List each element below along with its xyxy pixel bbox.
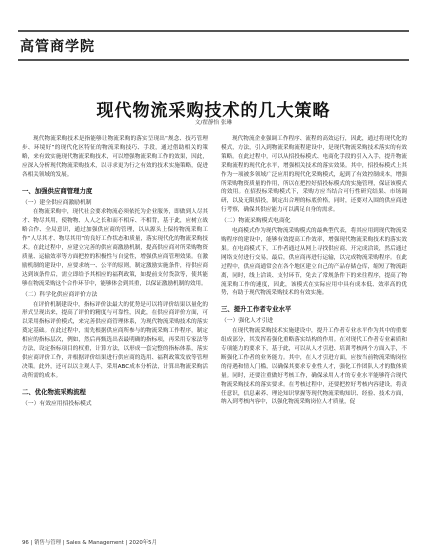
paragraph: 现代物流采购技术是指能够让物流采购的落实呈现出“规念、技巧管理步、环境好”的现代化区特征的物流采购技巧、手段，通过借助相关的策略，来有效实施现代物流采购技术，可以增强物流采购工作的效果，因此，应深入分析现代物流采购技术，以寻求更为行之有效的技术实施策略，促进各相关领域的发展。 xyxy=(22,136,208,178)
section-heading: 三、提升工作者专业水平 xyxy=(221,305,292,314)
subsection-heading: （二）物流采购模式电商化 xyxy=(221,218,291,225)
paragraph: 在评价机制建设中，指标评价法最大的优势是可以将评价结果以量化的形式呈现出来，提高了评价的精度与可靠性，因此，在供应商评价方面，可以采用指标评价模式，来完善供应商管理体系，为现代物流采购技术的落实奠定基础。在此过程中，需先根据供应商所参与的物流采购工作程序，制定相应的指标层次，例如，然后再甄选出表最明确的指标项，再采用专家法等方法，设定指标项目的权重，计算方法，以形成一套完整的指标体系，落实供应商评价工作，并根据评价结果进行供应商的选用、福利政策发放等管理决策。此外，还可以以主观人手，采用ABC成本分析法，计算出物流采购活动所需的成本。 xyxy=(22,301,208,379)
left-column xyxy=(22,135,208,410)
subsection-heading: （二）科学化供应商评价方法 xyxy=(22,291,98,298)
section-header xyxy=(18,30,409,61)
section-heading: 一、加强供应商管理力度 xyxy=(22,186,93,195)
right-column xyxy=(221,135,407,407)
section-heading: 二、优化物流采购流程 xyxy=(22,387,86,396)
paragraph: 在现代物流采购技术实施建设中，提升工作者专业水平作为其中的重要组成部分，其发挥着强化重略落实结构的作用。在对现代工作者专业素质和专项能力的要求下，基于此，可以从人才引进、培训考核两个方面入手，不断强化工作者的业务能力。其中，在人才引进方面，应按当前物流采购岗位的待遇和情人门槛，以确保其要求专业性人才，强化工作团队人才的数体质量。同时，还要注重做好考核工作，确保录用人才的专业水平能够符合现代物流采购技术的落实要求。在考核过程中，还要把控好考核内容建设，将责任意识，信息素养、理论知识掌握等现代物流采购知识、经验、技术方面，纳入到考核内容中，以强化物流采购岗位人才质量，促 xyxy=(221,328,407,406)
article-title: 现代物流采购技术的几大策略 xyxy=(96,101,331,121)
section-header-label: 高管商学院 xyxy=(20,39,95,55)
page-footer: 96 | 销售与管理 | Sales & Management | 2020年5月 xyxy=(22,540,157,546)
subsection-heading: （一）建全供应商激励机制 xyxy=(22,199,92,206)
subsection-heading: （一）强化人才引进 xyxy=(221,318,274,325)
paragraph: 现代物流企业强调工作程序、流程的高效运行，因此，通过将现代化的模式，方法，引入到物流采购流程建设中，是现代物流采购技术落实的有效策略。在此过程中，可以从招投标模式、电商化手段的引入入手，提升物流采购流程的现代化水平，增强相关技术的落实效果。其中，招投标模式上其作为一项被多领域广泛应用的现代化采购模式，起到了有效控制成本，增强所采购物资质量的作用，所以在把控好招投标模式的实施管理，保证该模式的效用。在招投标采购模式下，采购方应当结合可行性研究结果、市场调研，以及无限招投，制定出合理的标底价格，同时，还要对入围的供应商进行考察，确保其供应能力可以满足自身的需求。 xyxy=(221,136,407,214)
subsection-heading: （一）有效应用招投标模式 xyxy=(22,400,92,407)
paragraph: 电商模式作为现代物流采购模式的最典型代表，将其应用到现代物流采购程序的建设中，能够有效提高工作效率，增强现代物流采购技术的落实效果。在电商模式下，工作者通过从网上寻找供应商、开完成洽谈，然后通过网络支付进行交易，最后，供应商再进行运输，以完成物流采购程序。在此过程中，供应商通常会在各个地区建立自己的产品存储仓库，缩短了物流距离，同时，线上洽谈、支付环节，免去了常规条件下的来往程序，提高了物流采购工作的速度，因此，该模式在实际应用中具有成本低、效率高的优势，有助于现代物流采购技术的有效实施。 xyxy=(221,228,407,297)
paragraph: 在物流采购中，现代社会要求物流必须依托为企业服务，即做到人尽其才、物尽其用，使物物、人人之长和而不相斥、不相背，基于此，应树立战略合作、全局意识，通过加强供应商的管理，以从源头上保持物流采购工作“人尽其才、物尽其用”的良好工作状态和质量，落实现代化的物流采购技术。在此过程中，应建立完善的供应商激励机制，提高供应商对所采购物资质量、运输效率等方面把控的积极性与自觉性，增强供应商管理效果。在激励机制的建设中，应要求统一、公平的原则，制定激励实施条件，待供应商达到该条件后，需立即给予其相应的福利政策，如提前支付货款等，使其能够在物流采购这个合作环节中，能够体会到其重，以保证激励机制的效用。 xyxy=(22,209,208,287)
article-authors: 文/翟静怡 张琳 xyxy=(194,120,233,126)
